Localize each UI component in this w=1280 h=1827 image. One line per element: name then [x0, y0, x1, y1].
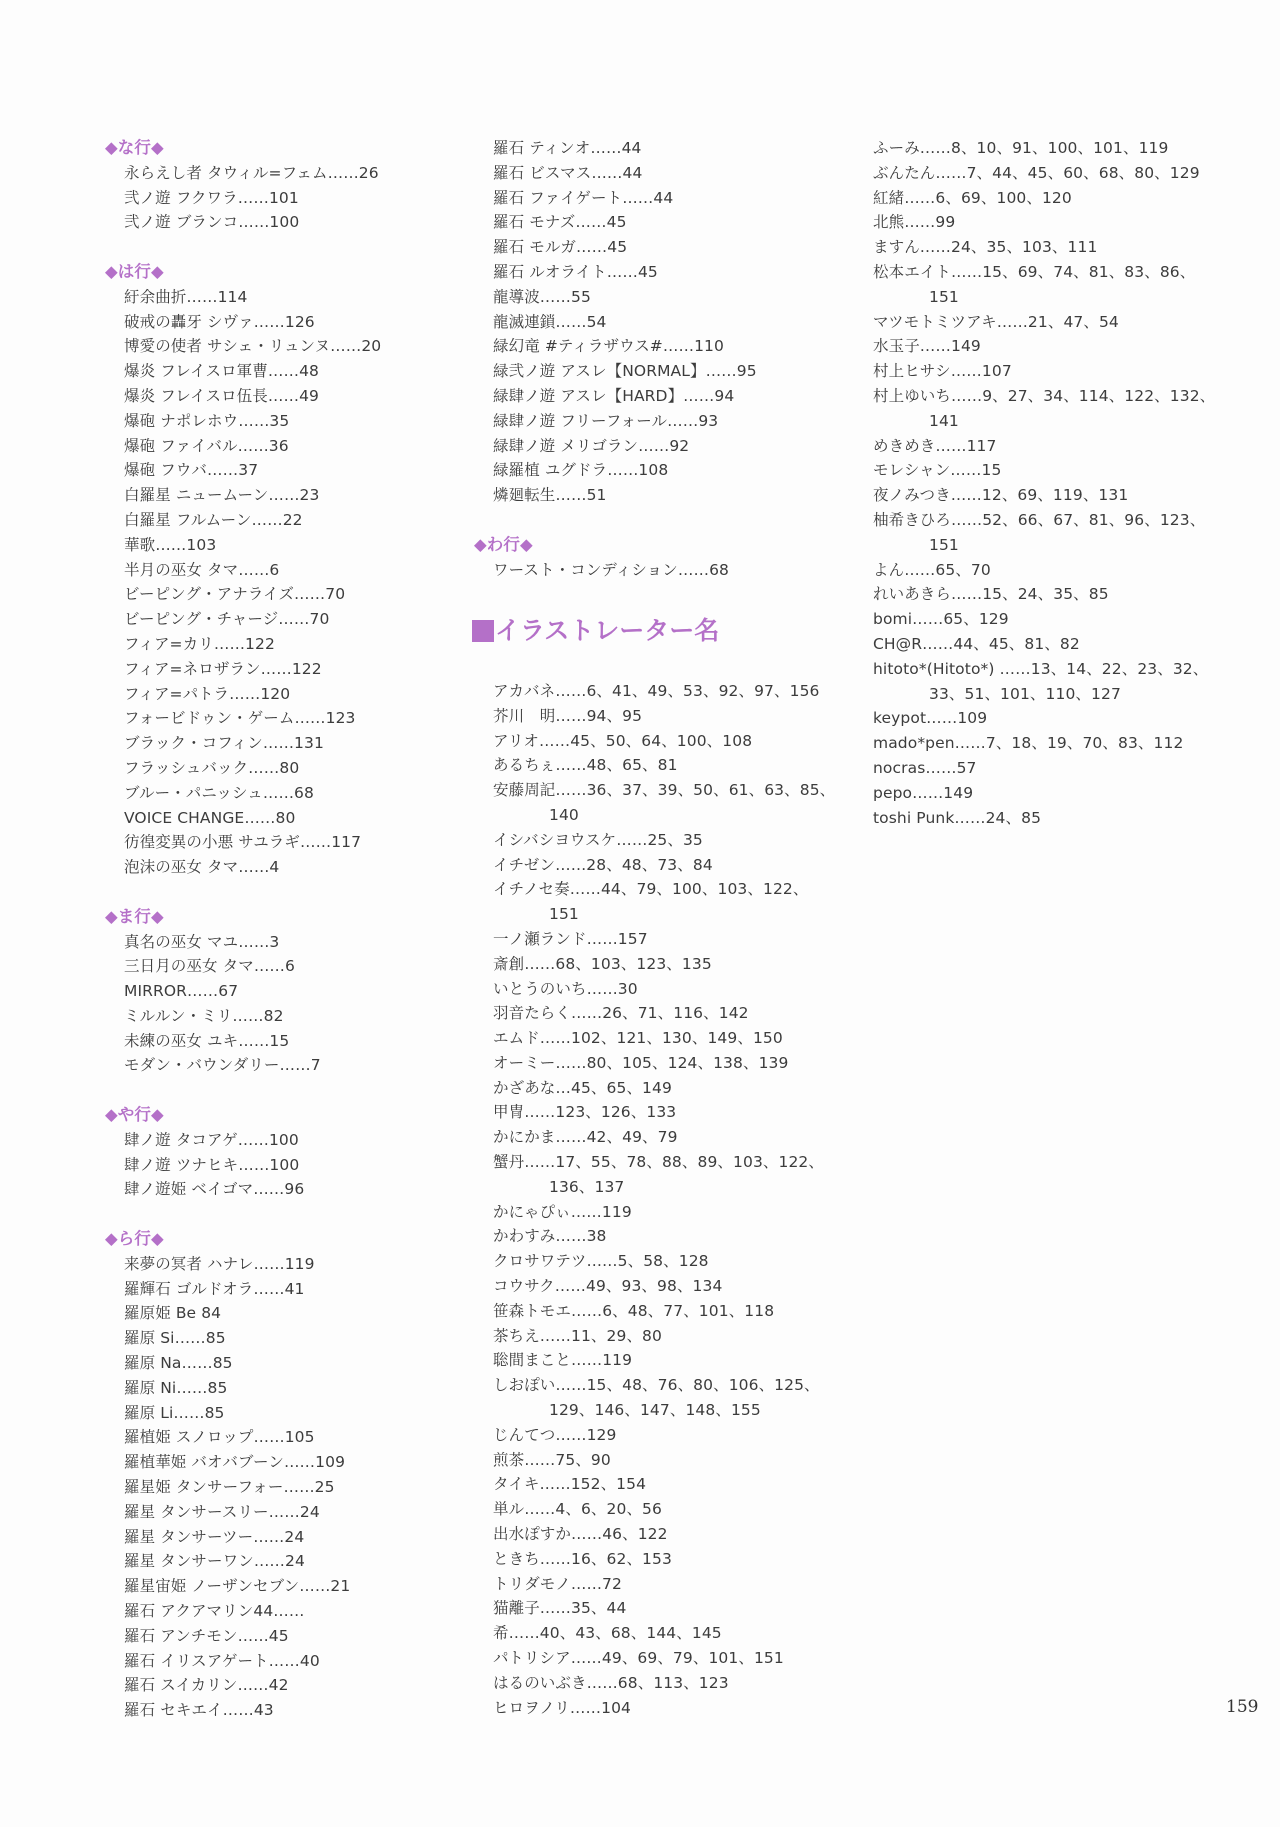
index-entry: 三日月の巫女 タマ……6	[124, 957, 295, 976]
index-entry: かざあな…45、65、149	[493, 1078, 672, 1097]
index-entry: マツモトミツアキ……21、47、54	[873, 312, 1119, 331]
index-entry: 松本エイト……15、69、74、81、83、86、	[873, 262, 1196, 281]
index-entry: 爆炎 フレイスロ軍曹……48	[124, 362, 320, 381]
index-entry: 緑弐ノ遊 アスレ【NORMAL】……95	[493, 362, 757, 381]
spacer	[103, 1078, 463, 1103]
index-entry: フィア=パトラ……120	[124, 684, 291, 703]
index-entry: 羅石 ティンオ……44	[493, 139, 642, 157]
index-entry: bomi……65、129	[873, 610, 1009, 629]
index-entry: 羅石 モナズ……45	[493, 213, 627, 232]
index-entry: 羅石 セキエイ……43	[124, 1701, 274, 1720]
index-entry: 煎茶……75、90	[493, 1450, 611, 1469]
index-entry: 紆余曲折……114	[124, 287, 248, 306]
index-entry: エムド……102、121、130、149、150	[493, 1029, 783, 1048]
index-entry: 破戒の轟牙 シヴァ……126	[124, 312, 315, 331]
index-entry: かにゃぴぃ……119	[493, 1202, 632, 1221]
index-entry: 羅星 タンサーツー……24	[124, 1527, 305, 1546]
index-entry: トリダモノ……72	[493, 1574, 622, 1593]
index-entry-continuation: 33、51、101、110、127	[929, 684, 1121, 703]
spacer	[472, 654, 842, 679]
index-column-3	[852, 136, 1222, 830]
index-entry: 博愛の使者 サシェ・リュンヌ……20	[124, 337, 382, 356]
index-entry: 安藤周記……36、37、39、50、61、63、85、	[493, 781, 836, 800]
index-entry: 永らえし者 タウィル=フェム……26	[124, 163, 379, 182]
index-entry: 緑肆ノ遊 フリーフォール……93	[493, 411, 719, 430]
index-entry: モレシャン……15	[873, 461, 1002, 480]
page-number: 159	[1226, 1697, 1259, 1717]
index-entry: 羅石 ルオライト……45	[493, 262, 658, 281]
index-entry: ぶんたん……7、44、45、60、68、80、129	[873, 163, 1200, 182]
spacer	[472, 508, 842, 533]
index-entry: 肆ノ遊 ツナヒキ……100	[124, 1155, 300, 1174]
index-entry: 弐ノ遊 ブランコ……100	[124, 213, 300, 232]
index-entry: かにかま……42、49、79	[493, 1128, 678, 1147]
index-entry: フィア=カリ……122	[124, 634, 275, 653]
index-entry: keypot……109	[873, 709, 988, 728]
index-entry: 爆砲 フウバ……37	[124, 461, 259, 480]
index-entry: 柚希きひろ……52、66、67、81、96、123、	[873, 510, 1206, 529]
index-entry: 羅植姫 スノロップ……105	[124, 1428, 315, 1447]
index-entry: 爆砲 ナポレホウ……35	[124, 411, 290, 430]
index-entry: mado*pen……7、18、19、70、83、112	[873, 734, 1184, 753]
index-entry: 緑肆ノ遊 メリゴラン……92	[493, 436, 690, 455]
index-entry: ときち……16、62、153	[493, 1549, 672, 1568]
index-entry: 羅星 タンサースリー……24	[124, 1502, 320, 1521]
index-entry: ワースト・コンディション……68	[493, 560, 729, 579]
index-entry: 肆ノ遊姫 ベイゴマ……96	[124, 1180, 305, 1199]
index-entry: 羅石 モルガ……45	[493, 238, 628, 257]
index-entry: 羅石 アクアマリン44……	[124, 1602, 305, 1621]
index-entry: パトリシア……49、69、79、101、151	[493, 1649, 784, 1668]
index-entry: CH@R……44、45、81、82	[873, 634, 1080, 653]
index-entry: コウサク……49、93、98、134	[493, 1277, 723, 1296]
index-entry: 龍滅連鎖……54	[493, 312, 607, 331]
index-entry: ブルー・パニッシュ……68	[124, 783, 314, 802]
index-entry-continuation: 151	[549, 905, 579, 924]
index-entry: 出水ぽすか……46、122	[493, 1525, 668, 1544]
index-entry: 爆砲 ファイバル……36	[124, 436, 289, 455]
index-entry: 未練の巫女 ユキ……15	[124, 1031, 290, 1050]
index-entry: 緑羅植 ユグドラ……108	[493, 461, 669, 480]
square-bullet-icon	[472, 620, 494, 642]
index-entry: いとうのいち……30	[493, 979, 638, 998]
index-entry: 彷徨変異の小悪 サユラギ……117	[124, 833, 362, 852]
spacer	[472, 582, 842, 607]
index-entry: めきめき……117	[873, 436, 997, 455]
section-heading: ◆な行◆	[105, 138, 164, 157]
index-entry: ビーピング・アナライズ……70	[124, 585, 346, 604]
index-entry: 羅輝石 ゴルドオラ……41	[124, 1279, 305, 1298]
index-entry: VOICE CHANGE……80	[124, 808, 296, 827]
index-entry: 羅石 スイカリン……42	[124, 1676, 289, 1695]
index-entry: 猫離子……35、44	[493, 1599, 627, 1618]
index-entry: 羅星宙姫 ノーザンセブン……21	[124, 1577, 351, 1596]
index-entry: アリオ……45、50、64、100、108	[493, 731, 753, 750]
index-entry: 肆ノ遊 タコアゲ……100	[124, 1130, 299, 1149]
index-entry: 芥川 明……94、95	[493, 706, 643, 725]
index-entry: ブラック・コフィン……131	[124, 734, 324, 753]
section-heading: ◆は行◆	[105, 261, 164, 281]
index-entry-continuation: 140	[549, 805, 579, 824]
index-column-1	[103, 136, 463, 1723]
index-entry: じんてつ……129	[493, 1425, 617, 1444]
index-entry: 白羅星 フルムーン……22	[124, 510, 303, 529]
index-entry: ミルルン・ミリ……82	[124, 1006, 284, 1025]
section-heading-text: イラストレーター名	[495, 616, 720, 646]
index-entry: toshi Punk……24、85	[873, 808, 1042, 827]
index-entry-continuation: 141	[929, 411, 959, 430]
spacer	[103, 1202, 463, 1227]
index-entry: 村上ゆいち……9、27、34、114、122、132、	[873, 386, 1216, 405]
section-heading: ◆や行◆	[105, 1105, 164, 1125]
index-entry: 夜ノみつき……12、69、119、131	[873, 486, 1129, 505]
index-entry: フラッシュバック……80	[124, 758, 300, 777]
index-entry-continuation: 136、137	[549, 1177, 625, 1196]
index-entry: ヒロヲノリ……104	[493, 1698, 632, 1717]
index-entry: イシバシヨウスケ……25、35	[493, 830, 703, 849]
index-entry: 斎創……68、103、123、135	[493, 954, 712, 973]
index-entry-continuation: 129、146、147、148、155	[549, 1401, 761, 1420]
index-entry: ますん……24、35、103、111	[873, 238, 1098, 257]
illustrator-section-heading	[472, 607, 842, 654]
index-entry: 甲冑……123、126、133	[493, 1103, 677, 1122]
index-entry: 蟹丹……17、55、78、88、89、103、122、	[493, 1153, 824, 1172]
index-entry: あるちぇ……48、65、81	[493, 756, 678, 775]
index-entry: イチノセ奏……44、79、100、103、122、	[493, 880, 809, 899]
index-entry: 希……40、43、68、144、145	[493, 1624, 722, 1643]
index-entry: 水玉子……149	[873, 337, 981, 356]
index-entry: 燐廻転生……51	[493, 486, 607, 505]
index-entry: 羅原 Si……85	[124, 1329, 226, 1348]
index-entry: 笹森トモエ……6、48、77、101、118	[493, 1301, 775, 1320]
index-entry: 単ル……4、6、20、56	[493, 1500, 662, 1519]
index-entry: ビーピング・チャージ……70	[124, 610, 330, 629]
index-entry: アカバネ……6、41、49、53、92、97、156	[493, 681, 820, 700]
index-entry: 緑肆ノ遊 アスレ【HARD】……94	[493, 386, 735, 405]
index-entry: nocras……57	[873, 758, 977, 777]
index-entry: 華歌……103	[124, 535, 217, 554]
index-entry: 羅原 Li……85	[124, 1403, 225, 1422]
index-entry: フィア=ネロザラン……122	[124, 659, 322, 678]
index-entry: 聡間まこと……119	[493, 1351, 633, 1370]
index-entry: モダン・バウンダリー……7	[124, 1056, 321, 1075]
index-entry: 羅石 ビスマス……44	[493, 163, 643, 182]
index-entry: 一ノ瀬ランド……157	[493, 929, 648, 948]
index-entry: はるのいぶき……68、113、123	[493, 1673, 729, 1692]
index-entry: 来夢の冥者 ハナレ……119	[124, 1254, 315, 1273]
spacer	[103, 880, 463, 905]
index-entry: 村上ヒサシ……107	[873, 362, 1012, 381]
index-entry: れいあきら……15、24、35、85	[873, 585, 1109, 604]
index-entry: 白羅星 ニュームーン……23	[124, 486, 320, 505]
index-entry: 茶ちえ……11、29、80	[493, 1326, 662, 1345]
index-entry: 羅星姫 タンサーフォー……25	[124, 1478, 335, 1497]
index-entry-continuation: 151	[929, 287, 959, 306]
index-entry: 羅原 Ni……85	[124, 1378, 228, 1397]
index-entry: 泡沫の巫女 タマ……4	[124, 858, 280, 877]
index-entry: オーミー……80、105、124、138、139	[493, 1053, 789, 1072]
index-entry: クロサワテツ……5、58、128	[493, 1252, 709, 1271]
index-entry: イチゼン……28、48、73、84	[493, 855, 713, 874]
index-entry: 爆炎 フレイスロ伍長……49	[124, 386, 320, 405]
index-column-2	[472, 136, 842, 1720]
index-entry: 北熊……99	[873, 213, 956, 232]
index-entry: 羅原 Na……85	[124, 1354, 233, 1373]
index-entry: フォービドゥン・ゲーム……123	[124, 709, 356, 728]
section-heading: ◆わ行◆	[474, 534, 533, 554]
index-entry: 緑幻竜 #ティラザウス#……110	[493, 337, 724, 356]
index-entry: 羅石 アンチモン……45	[124, 1626, 289, 1645]
index-entry: 半月の巫女 タマ……6	[124, 560, 280, 579]
spacer	[103, 235, 463, 260]
index-entry-continuation: 151	[929, 535, 959, 554]
index-entry: ふーみ……8、10、91、100、101、119	[873, 139, 1169, 157]
index-entry: 紅緒……6、69、100、120	[873, 188, 1072, 207]
index-entry: MIRROR……67	[124, 982, 239, 1001]
index-entry: pepo……149	[873, 783, 974, 802]
index-entry: 真名の巫女 マユ……3	[124, 932, 280, 951]
index-entry: 龍導波……55	[493, 287, 591, 306]
index-entry: 羅原姫 Be 84	[124, 1304, 222, 1323]
index-entry: 羅石 ファイゲート……44	[493, 188, 674, 207]
index-entry: hitoto*(Hitoto*) ……13、14、22、23、32、	[873, 659, 1209, 678]
index-entry: 弐ノ遊 フクワラ……101	[124, 188, 299, 207]
index-entry: 羅石 イリスアゲート……40	[124, 1651, 320, 1670]
index-entry: よん……65、70	[873, 560, 991, 579]
index-entry: タイキ……152、154	[493, 1475, 647, 1494]
index-entry: 羅星 タンサーワン……24	[124, 1552, 305, 1571]
index-entry: かわすみ……38	[493, 1227, 607, 1246]
section-heading: ◆ま行◆	[105, 906, 164, 926]
index-entry: しおぽい……15、48、76、80、106、125、	[493, 1376, 820, 1395]
section-heading: ◆ら行◆	[105, 1229, 164, 1249]
index-entry: 羅植華姫 バオバブーン……109	[124, 1453, 346, 1472]
index-entry: 羽音たらく……26、71、116、142	[493, 1004, 749, 1023]
